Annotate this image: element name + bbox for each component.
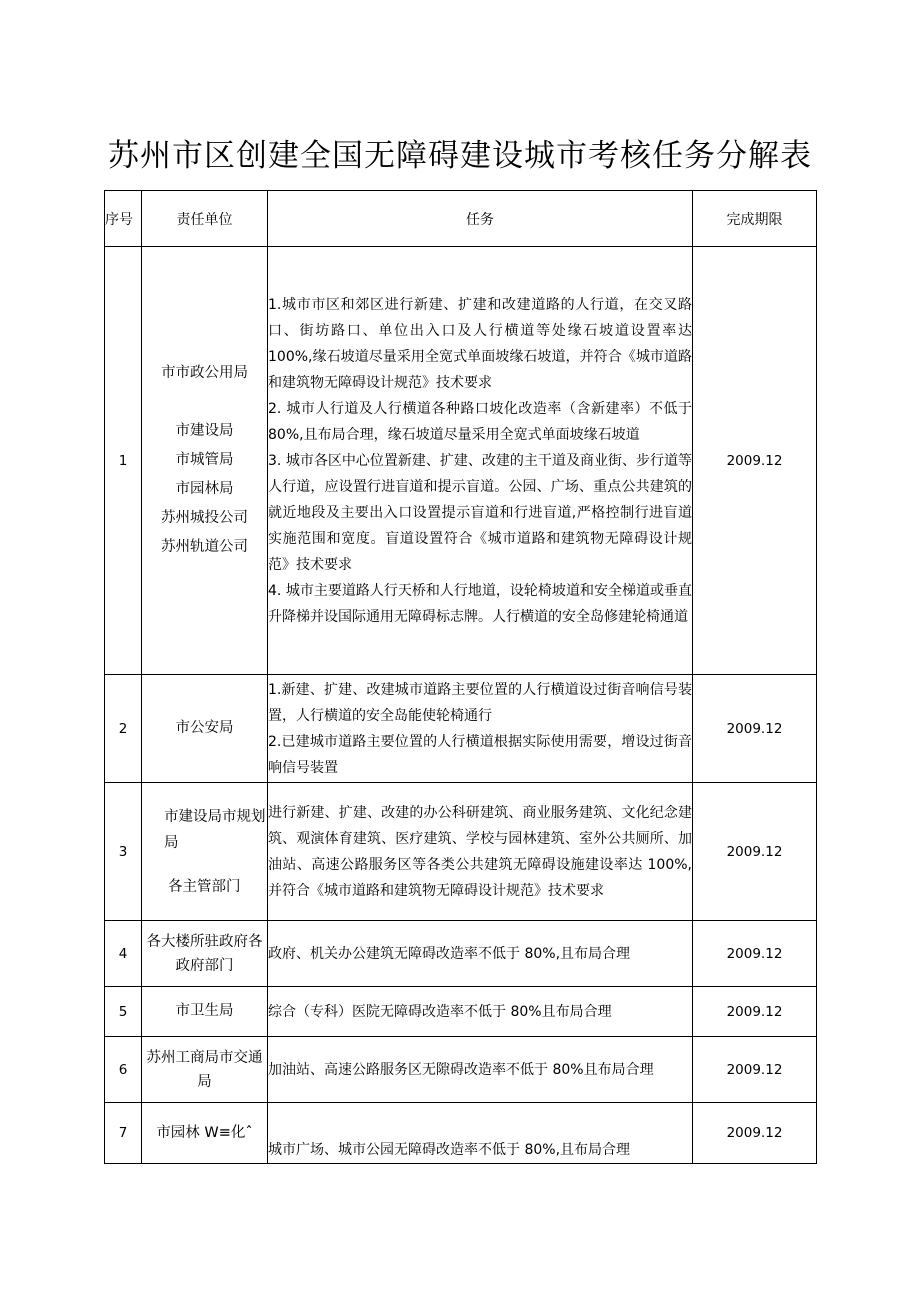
deadline: 2009.12 bbox=[693, 987, 817, 1037]
task-item: 1.城市市区和郊区进行新建、扩建和改建道路的人行道，在交叉路口、街坊路口、单位出入口及人行横道等处缘石坡道设置率达 100%,缘石坡道尽量采用全宽式单面坡缘石坡道，并符合《城市道路和建筑物无障碍设计规范》技术要求 bbox=[268, 296, 692, 391]
row-number: 6 bbox=[105, 1037, 142, 1103]
task-item: 政府、机关办公建筑无障碍改造率不低于 80%,且布局合理 bbox=[268, 945, 631, 962]
row-number: 2 bbox=[105, 675, 142, 783]
row-number: 4 bbox=[105, 921, 142, 987]
task-item: 1.新建、扩建、改建城市道路主要位置的人行横道设过街音响信号装置，人行横道的安全岛能使轮椅通行 bbox=[268, 681, 692, 724]
task-item: 综合（专科）医院无障碍改造率不低于 80%且布局合理 bbox=[268, 1003, 612, 1020]
task-item: 进行新建、扩建、改建的办公科研建筑、商业服务建筑、文化纪念建筑、观演体育建筑、医疗建筑、学校与园林建筑、室外公共厕所、加油站、高速公路服务区等各类公共建筑无障碍设施建设率达 100%,并符合《城市道路和建筑物无障碍设计规范》技术要求 bbox=[268, 804, 692, 899]
unit-name: 市城管局 bbox=[175, 452, 234, 468]
table-row bbox=[105, 1037, 817, 1103]
unit-name: 市公安局 bbox=[175, 720, 234, 736]
task-table bbox=[104, 190, 817, 1164]
header-unit: 责任单位 bbox=[142, 191, 268, 247]
task-item: 3. 城市各区中心位置新建、扩建、改建的主干道及商业街、步行道等人行道，应设置行进盲道和提示盲道。公园、广场、重点公共建筑的就近地段及主要出入口设置提示盲道和行进盲道,严格控制行进盲道实施范围和宽度。盲道设置符合《城市道路和建筑物无障碍设计规范》技术要求 bbox=[268, 452, 692, 573]
table-row bbox=[105, 247, 817, 675]
responsible-units bbox=[142, 987, 268, 1037]
deadline: 2009.12 bbox=[693, 1103, 817, 1164]
unit-spacer bbox=[142, 388, 267, 417]
deadline: 2009.12 bbox=[693, 921, 817, 987]
responsible-units bbox=[142, 675, 268, 783]
table-row bbox=[105, 921, 817, 987]
table-row bbox=[105, 783, 817, 921]
responsible-units bbox=[142, 921, 268, 987]
task-description bbox=[268, 1037, 693, 1103]
unit-name: 市园林 W≡化ˆ bbox=[156, 1124, 253, 1141]
task-description bbox=[268, 675, 693, 783]
header-no: 序号 bbox=[105, 191, 142, 247]
task-description bbox=[268, 783, 693, 921]
deadline: 2009.12 bbox=[693, 783, 817, 921]
task-item: 加油站、高速公路服务区无隙碍改造率不低于 80%且布局合理 bbox=[268, 1061, 654, 1078]
task-description bbox=[268, 1103, 693, 1164]
table-row bbox=[105, 1103, 817, 1164]
row-number: 5 bbox=[105, 987, 142, 1037]
responsible-units bbox=[142, 1103, 268, 1164]
task-item: 城市广场、城市公园无障碍改造率不低于 80%,且布局合理 bbox=[268, 1142, 631, 1158]
header-deadline: 完成期限 bbox=[693, 191, 817, 247]
header-task: 任务 bbox=[268, 191, 693, 247]
unit-name: 市市政公用局 bbox=[161, 365, 248, 381]
unit-name: 苏州轨道公司 bbox=[161, 539, 248, 555]
task-item: 2. 城市人行道及人行横道各种路口坡化改造率（含新建率）不低于 80%,且布局合理，缘石坡道尽量采用全宽式单面坡缘石坡道 bbox=[268, 400, 692, 443]
deadline: 2009.12 bbox=[693, 675, 817, 783]
table-row bbox=[105, 987, 817, 1037]
row-number: 7 bbox=[105, 1103, 142, 1164]
unit-spacer bbox=[164, 856, 267, 874]
unit-name: 市建设局市规划局 bbox=[164, 808, 266, 851]
unit-name: 各大楼所驻政府各政府部门 bbox=[146, 933, 263, 974]
responsible-units bbox=[142, 1037, 268, 1103]
table-row bbox=[105, 675, 817, 783]
table-header-row bbox=[105, 191, 817, 247]
row-number: 3 bbox=[105, 783, 142, 921]
unit-name: 苏州城投公司 bbox=[161, 510, 248, 526]
task-item: 2.已建城市道路主要位置的人行横道根据实际使用需要，增设过街音响信号装置 bbox=[268, 733, 692, 776]
task-description bbox=[268, 921, 693, 987]
unit-name: 市建设局 bbox=[175, 423, 234, 439]
unit-name: 市园林局 bbox=[175, 481, 234, 497]
task-description bbox=[268, 247, 693, 675]
row-number: 1 bbox=[105, 247, 142, 675]
unit-name: 各主管部门 bbox=[168, 878, 241, 895]
responsible-units bbox=[142, 247, 268, 675]
task-item: 4. 城市主要道路人行天桥和人行地道，设轮椅坡道和安全梯道或垂直升降梯并设国际通用无障碍标志牌。人行横道的安全岛修建轮椅通道 bbox=[268, 582, 692, 625]
deadline: 2009.12 bbox=[693, 1037, 817, 1103]
unit-name: 市卫生局 bbox=[175, 1003, 234, 1019]
unit-name: 苏州工商局市交通局 bbox=[146, 1049, 263, 1090]
task-description bbox=[268, 987, 693, 1037]
document-title: 苏州市区创建全国无障碍建设城市考核任务分解表 bbox=[108, 138, 812, 174]
deadline: 2009.12 bbox=[693, 247, 817, 675]
responsible-units bbox=[142, 783, 268, 921]
